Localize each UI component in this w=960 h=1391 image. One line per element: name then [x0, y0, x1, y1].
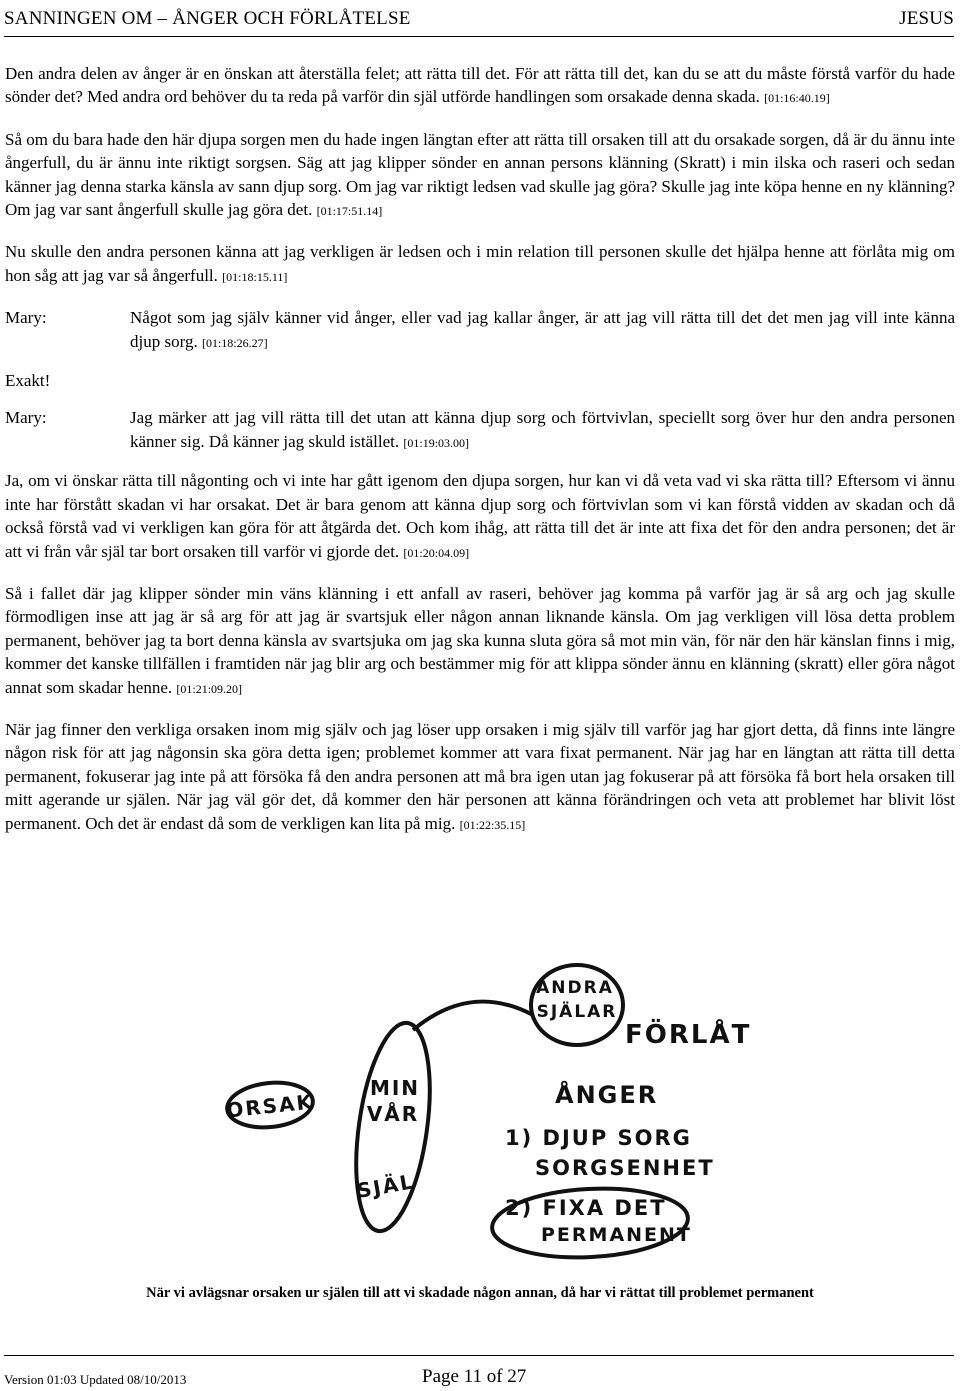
timestamp: [01:20:04.09]: [403, 545, 470, 560]
timestamp: [01:16:40.19]: [764, 91, 830, 106]
header-author: JESUS: [899, 8, 954, 29]
header-title: SANNINGEN OM – ÅNGER OCH FÖRLÅTELSE: [4, 8, 411, 29]
paragraph-6: När jag finner den verkliga orsaken inom mig själv och jag löser upp orsaken i mig själv till varför jag har gjort detta, då finns inte längre någon risk för att jag någonsin ska göra detta igen; problemet kommer att vara fixat permanent. När jag har en längtan att rätta till detta permanent, fokuserar jag inte på att försöka få den andra personen att må bra igen utan jag fokuserar på att försöka få bort hela orsaken till mitt agerande ur själen. När jag väl gör det, då kommer den här personen att känna förändringen och veta att problemet har blivit löst permanent. Och det är endast då som de verkligen kan lita på mig. [01:22:35.15]: [5, 719, 955, 833]
soul-ellipse: [345, 1018, 442, 1235]
anger-label: ÅNGER: [555, 1081, 659, 1109]
page-footer: [4, 1366, 954, 1388]
paragraph-3: Nu skulle den andra personen känna att jag verkligen är ledsen och i min relation till personen skulle det hjälpa henne att förlåta mig om hon såg att jag var så ångerfull. [01:18:15.11]: [5, 242, 955, 285]
orsak-label: ORSAK: [225, 1089, 316, 1123]
sjal-label: SJÄL: [355, 1169, 417, 1203]
exakt-line: Exakt!: [5, 371, 51, 391]
forlat-label: FÖRLÅT: [625, 1020, 752, 1050]
connector-line: [413, 1001, 533, 1030]
timestamp: [01:17:51.14]: [316, 204, 383, 219]
document-body: [5, 62, 955, 854]
item2b-label: PERMANENT: [541, 1224, 692, 1246]
paragraph-2: Så om du bara hade den här djupa sorgen men du hade ingen längtan efter att rätta till orsaken till att du orsakade sorgen, då är du ännu inte ångerfull, du är ännu inte riktigt sorgsen. Säg att jag klipper sönder en annan persons klänning (Skratt) i min ilska och raseri och sedan känner jag denna starka känsla av sann djup sorg. Om jag var riktigt ledsen vad skulle jag göra? Skulle jag inte köpa henne en ny klänning? Om jag var sant ångerfull skulle jag göra det. [01:17:51.14]: [5, 129, 955, 220]
header-rule: [4, 36, 954, 37]
paragraph-1: Den andra delen av ånger är en önskan att återställa felet; att rätta till det. För att rätta till det, kan du se att du måste förstå varför du hade sönder det? Med andra ord behöver du ta reda på varför din själ utförde handlingen som orsakade denna skada. [01:16:40.19]: [5, 64, 955, 107]
footer-rule: [4, 1355, 954, 1356]
speaker-label: Mary:: [5, 408, 47, 428]
paragraph-5: Så i fallet där jag klipper sönder min väns klänning i ett anfall av raseri, behöver jag komma på varför jag är så arg och jag skulle förmodligen inse att jag är så arg för att jag är svartsjuk eller någon annan liknande känsla. Om jag verkligen vill lösa detta problem permanent, behöver jag ta bort denna känsla av svartsjuka om jag ska kunna sluta göra så mot min vän, för när den här känslan finns i mig, kommer det kanske tillfällen i framtiden när jag blir arg och bestämmer mig för att klippa sönder ännu en klänning (skratt) eller göra något annat som skadar henne. [01:21:09.20]: [5, 583, 955, 697]
timestamp: [01:21:09.20]: [176, 681, 243, 696]
dialogue-mary-1: [5, 306, 955, 355]
timestamp: [01:22:35.15]: [459, 817, 526, 832]
var-label: VÅR: [366, 1102, 420, 1126]
page-header: [4, 8, 954, 36]
timestamp: [01:19:03.00]: [403, 435, 470, 450]
paragraph-4: Ja, om vi önskar rätta till någonting och vi inte har gått igenom den djupa sorgen, hur kan vi då veta vad vi ska rätta till? Eftersom vi ännu inte har förstått skadan vi har orsakat. Det är bara genom att känna djup sorg och förtvivlan som vi kan förstå vidden av skadan och då också förstå vad vi verkligen kan göra för att åtgärda det. Och kom ihåg, att rätta till det är inte att fixa det för den andra personen; det är att vi från vår själ tar bort orsaken till varför vi gjorde det. [01:20:04.09]: [5, 471, 955, 561]
figure-caption: När vi avlägsnar orsaken ur själen till att vi skadade någon annan, då har vi rättat till problemet permanent: [146, 1285, 814, 1301]
hand-drawn-diagram: [215, 935, 755, 1275]
dialogue-text: Jag märker att jag vill rätta till det utan att känna djup sorg och förtvivlan, speciellt sorg över hur den andra personen känner sig. Då känner jag skuld istället. [01:19:03.00]: [130, 408, 955, 451]
item2a-label: 2) FIXA DET: [505, 1196, 667, 1220]
sjalar-label: SJÄLAR: [536, 1002, 618, 1022]
timestamp: [01:18:15.11]: [222, 269, 288, 284]
page-number: Page 11 of 27: [422, 1366, 527, 1387]
item1a-label: 1) DJUP SORG: [505, 1126, 692, 1150]
item1b-label: SORGSENHET: [535, 1156, 715, 1180]
dialogue-text: Något som jag själv känner vid ånger, eller vad jag kallar ånger, är att jag vill rätta till det det men jag vill inte känna djup sorg. [01:18:26.27]: [130, 308, 955, 351]
timestamp: [01:18:26.27]: [201, 335, 268, 350]
dialogue-mary-2: [5, 406, 955, 455]
andra-label: ANDRA: [536, 978, 614, 998]
speaker-label: Mary:: [5, 308, 47, 328]
version-info: Version 01:03 Updated 08/10/2013: [4, 1372, 187, 1387]
min-label: MIN: [369, 1076, 421, 1100]
